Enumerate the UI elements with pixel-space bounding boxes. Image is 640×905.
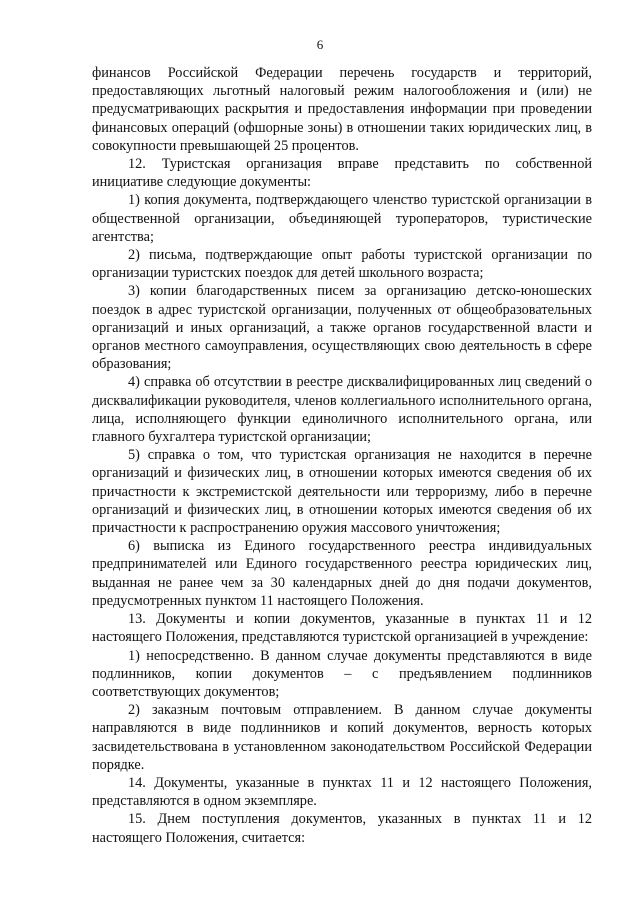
paragraph-item-12: 12. Туристская организация вправе представить по собственной инициативе следующие документы: [92, 156, 592, 191]
paragraph-item-12-6: 6) выписка из Единого государственного реестра индивидуальных предпринимателей или Единого государственного реестра юридических лиц, выданная не ранее чем за 30 календарных дней до дня подачи документов, предусмотренных пунктом 11 настоящего Положения. [92, 538, 592, 609]
paragraph-item-15: 15. Днем поступления документов, указанных в пунктах 11 и 12 настоящего Положения, считается: [92, 811, 592, 846]
paragraph-item-12-1: 1) копия документа, подтверждающего членство туристской организации в общественной организации, объединяющей туроператоров, туристические агентства; [92, 192, 592, 245]
page-number: 6 [316, 37, 324, 52]
paragraph-item-12-4: 4) справка об отсутствии в реестре дисквалифицированных лиц сведений о дисквалификации руководителя, членов коллегиального исполнительного органа, лица, исполняющего функции единоличного исполнительного органа, или главного бухгалтера туристской организации; [92, 374, 592, 446]
paragraph-item-13-1: 1) непосредственно. В данном случае документы представляются в виде подлинников, копии документов – с предъявлением подлинников соответствующих документов; [92, 647, 592, 700]
paragraph-item-13: 13. Документы и копии документов, указанные в пунктах 11 и 12 настоящего Положения, представляются туристской организацией в учреждение: [92, 611, 592, 646]
paragraph-continuation: финансов Российской Федерации перечень государств и территорий, предоставляющих льготный налоговый режим налогообложения и (или) не предусматривающих раскрытия и предоставления информации при проведении финансовых операций (офшорные зоны) в отношении таких юридических лиц, в совокупности превышающей 25 процентов. [92, 65, 592, 154]
paragraph-item-12-5: 5) справка о том, что туристская организация не находится в перечне организаций и физических лиц, в отношении которых имеются сведения об их причастности к экстремистской деятельности или терроризму, либо в перечне организаций и физических лиц, в отношении которых имеются сведения об их причастности к распространению оружия массового уничтожения; [92, 447, 592, 537]
paragraph-item-12-2: 2) письма, подтверждающие опыт работы туристской организации по организации туристских поездок для детей школьного возраста; [92, 247, 592, 282]
paragraph-item-12-3: 3) копии благодарственных писем за организацию детско-юношеских поездок в адрес туристской организации, полученных от общеобразовательных организаций и иных организаций, а также органов государственной власти и органов местного самоуправления, осуществляющих свою деятельность в сфере образования; [92, 283, 592, 373]
document-body [92, 64, 592, 847]
paragraph-item-13-2: 2) заказным почтовым отправлением. В данном случае документы направляются в виде подлинников и копий документов, верность которых засвидетельствована в установленном законодательством Российской Федерации порядке. [92, 702, 592, 773]
paragraph-item-14: 14. Документы, указанные в пунктах 11 и 12 настоящего Положения, представляются в одном экземпляре. [92, 774, 592, 810]
